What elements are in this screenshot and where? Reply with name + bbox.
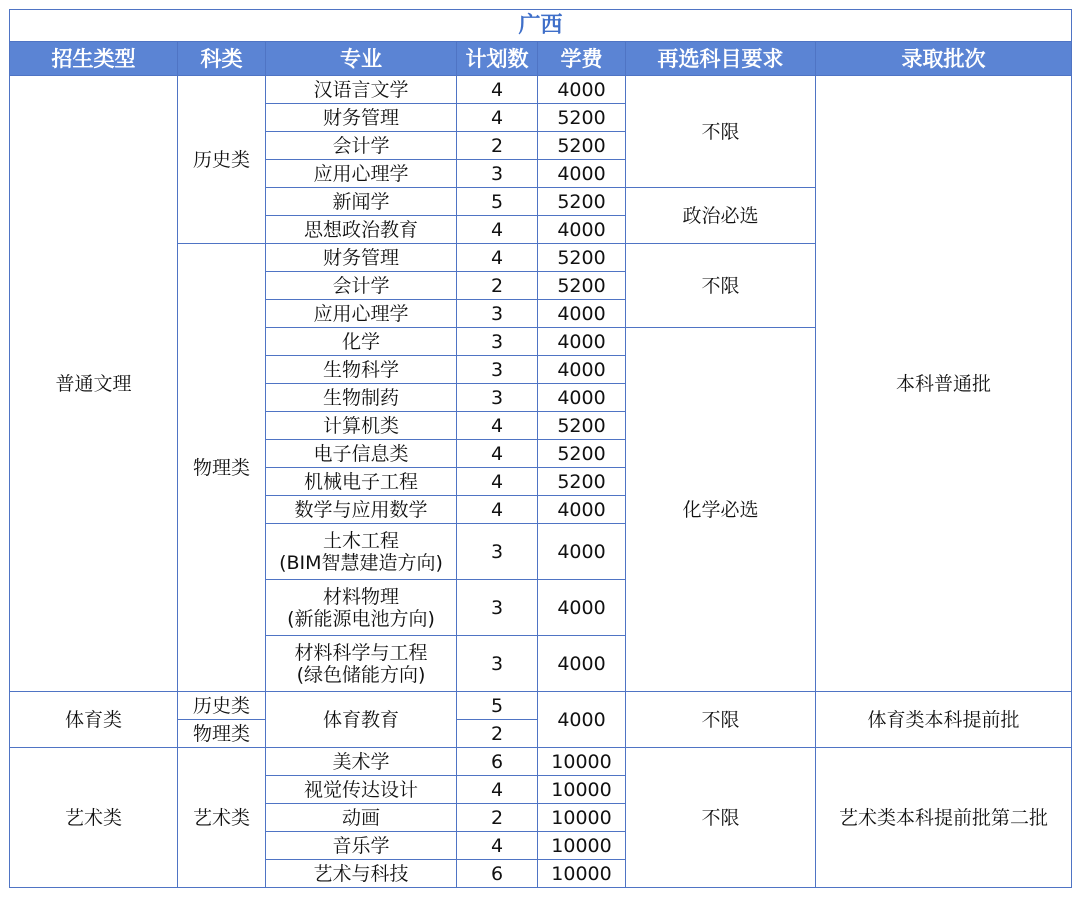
plan-cell: 4 <box>457 496 538 524</box>
batch-regular: 本科普通批 <box>816 76 1072 692</box>
major-cell: 财务管理 <box>266 104 457 132</box>
enrollment-plan-table <box>9 9 1072 888</box>
batch-sports: 体育类本科提前批 <box>816 692 1072 748</box>
major-cell: 会计学 <box>266 272 457 300</box>
plan-cell: 4 <box>457 244 538 272</box>
fee-cell: 4000 <box>538 692 626 748</box>
major-cell: 化学 <box>266 328 457 356</box>
major-cell: 美术学 <box>266 748 457 776</box>
fee-cell: 10000 <box>538 776 626 804</box>
fee-cell: 10000 <box>538 748 626 776</box>
plan-cell: 5 <box>457 188 538 216</box>
table-row <box>10 692 1072 720</box>
requirement-cell: 不限 <box>626 748 816 888</box>
fee-cell: 4000 <box>538 76 626 104</box>
fee-cell: 4000 <box>538 300 626 328</box>
major-direction: (绿色储能方向) <box>296 663 426 686</box>
fee-cell: 5200 <box>538 132 626 160</box>
plan-cell: 3 <box>457 328 538 356</box>
plan-cell: 3 <box>457 524 538 580</box>
plan-cell: 5 <box>457 692 538 720</box>
plan-cell: 4 <box>457 832 538 860</box>
requirement-cell: 不限 <box>626 692 816 748</box>
fee-cell: 5200 <box>538 104 626 132</box>
major-direction: (BIM智慧建造方向) <box>279 551 443 574</box>
fee-cell: 10000 <box>538 832 626 860</box>
major-cell: 视觉传达设计 <box>266 776 457 804</box>
plan-cell: 4 <box>457 412 538 440</box>
major-cell: 应用心理学 <box>266 300 457 328</box>
table-title: 广西 <box>10 10 1072 42</box>
fee-cell: 4000 <box>538 524 626 580</box>
plan-cell: 3 <box>457 636 538 692</box>
fee-cell: 5200 <box>538 412 626 440</box>
header-elective-requirement: 再选科目要求 <box>626 42 816 76</box>
major-name: 土木工程 <box>322 529 399 552</box>
group-general: 普通文理 <box>10 76 178 692</box>
category-physics: 物理类 <box>178 244 266 692</box>
category-history: 历史类 <box>178 692 266 720</box>
requirement-cell: 不限 <box>626 244 816 328</box>
fee-cell: 4000 <box>538 384 626 412</box>
fee-cell: 4000 <box>538 636 626 692</box>
group-sports: 体育类 <box>10 692 178 748</box>
major-cell: 数学与应用数学 <box>266 496 457 524</box>
major-cell: 新闻学 <box>266 188 457 216</box>
header-plan-count: 计划数 <box>457 42 538 76</box>
fee-cell: 4000 <box>538 328 626 356</box>
plan-cell: 4 <box>457 440 538 468</box>
plan-cell: 4 <box>457 468 538 496</box>
plan-cell: 3 <box>457 580 538 636</box>
plan-cell: 3 <box>457 160 538 188</box>
plan-cell: 4 <box>457 76 538 104</box>
fee-cell: 5200 <box>538 272 626 300</box>
plan-cell: 4 <box>457 104 538 132</box>
requirement-cell: 政治必选 <box>626 188 816 244</box>
major-cell <box>266 636 457 692</box>
fee-cell: 5200 <box>538 244 626 272</box>
major-direction: (新能源电池方向) <box>287 607 435 630</box>
table-row <box>10 748 1072 776</box>
category-history: 历史类 <box>178 76 266 244</box>
enrollment-table-container <box>9 9 1072 888</box>
header-admission-batch: 录取批次 <box>816 42 1072 76</box>
header-tuition: 学费 <box>538 42 626 76</box>
major-cell: 汉语言文学 <box>266 76 457 104</box>
header-subject-category: 科类 <box>178 42 266 76</box>
header-row <box>10 42 1072 76</box>
major-cell <box>266 580 457 636</box>
header-admission-type: 招生类型 <box>10 42 178 76</box>
plan-cell: 4 <box>457 776 538 804</box>
major-cell: 艺术与科技 <box>266 860 457 888</box>
plan-cell: 6 <box>457 748 538 776</box>
title-row <box>10 10 1072 42</box>
fee-cell: 4000 <box>538 580 626 636</box>
major-cell <box>266 524 457 580</box>
plan-cell: 3 <box>457 356 538 384</box>
fee-cell: 4000 <box>538 160 626 188</box>
plan-cell: 6 <box>457 860 538 888</box>
batch-art: 艺术类本科提前批第二批 <box>816 748 1072 888</box>
major-cell: 计算机类 <box>266 412 457 440</box>
major-cell: 机械电子工程 <box>266 468 457 496</box>
plan-cell: 4 <box>457 216 538 244</box>
major-cell: 动画 <box>266 804 457 832</box>
header-major: 专业 <box>266 42 457 76</box>
fee-cell: 4000 <box>538 216 626 244</box>
requirement-cell: 化学必选 <box>626 328 816 692</box>
plan-cell: 3 <box>457 384 538 412</box>
fee-cell: 10000 <box>538 860 626 888</box>
fee-cell: 4000 <box>538 356 626 384</box>
category-art: 艺术类 <box>178 748 266 888</box>
group-art: 艺术类 <box>10 748 178 888</box>
plan-cell: 2 <box>457 132 538 160</box>
requirement-cell: 不限 <box>626 76 816 188</box>
major-cell: 会计学 <box>266 132 457 160</box>
plan-cell: 2 <box>457 720 538 748</box>
major-cell: 音乐学 <box>266 832 457 860</box>
plan-cell: 3 <box>457 300 538 328</box>
fee-cell: 5200 <box>538 440 626 468</box>
fee-cell: 5200 <box>538 468 626 496</box>
major-cell: 体育教育 <box>266 692 457 748</box>
category-physics: 物理类 <box>178 720 266 748</box>
major-cell: 生物科学 <box>266 356 457 384</box>
major-name: 材料物理 <box>322 585 399 608</box>
table-row <box>10 76 1072 104</box>
major-cell: 生物制药 <box>266 384 457 412</box>
plan-cell: 2 <box>457 272 538 300</box>
plan-cell: 2 <box>457 804 538 832</box>
major-cell: 财务管理 <box>266 244 457 272</box>
fee-cell: 4000 <box>538 496 626 524</box>
fee-cell: 10000 <box>538 804 626 832</box>
major-cell: 电子信息类 <box>266 440 457 468</box>
fee-cell: 5200 <box>538 188 626 216</box>
major-cell: 应用心理学 <box>266 160 457 188</box>
major-cell: 思想政治教育 <box>266 216 457 244</box>
major-name: 材料科学与工程 <box>294 641 428 664</box>
